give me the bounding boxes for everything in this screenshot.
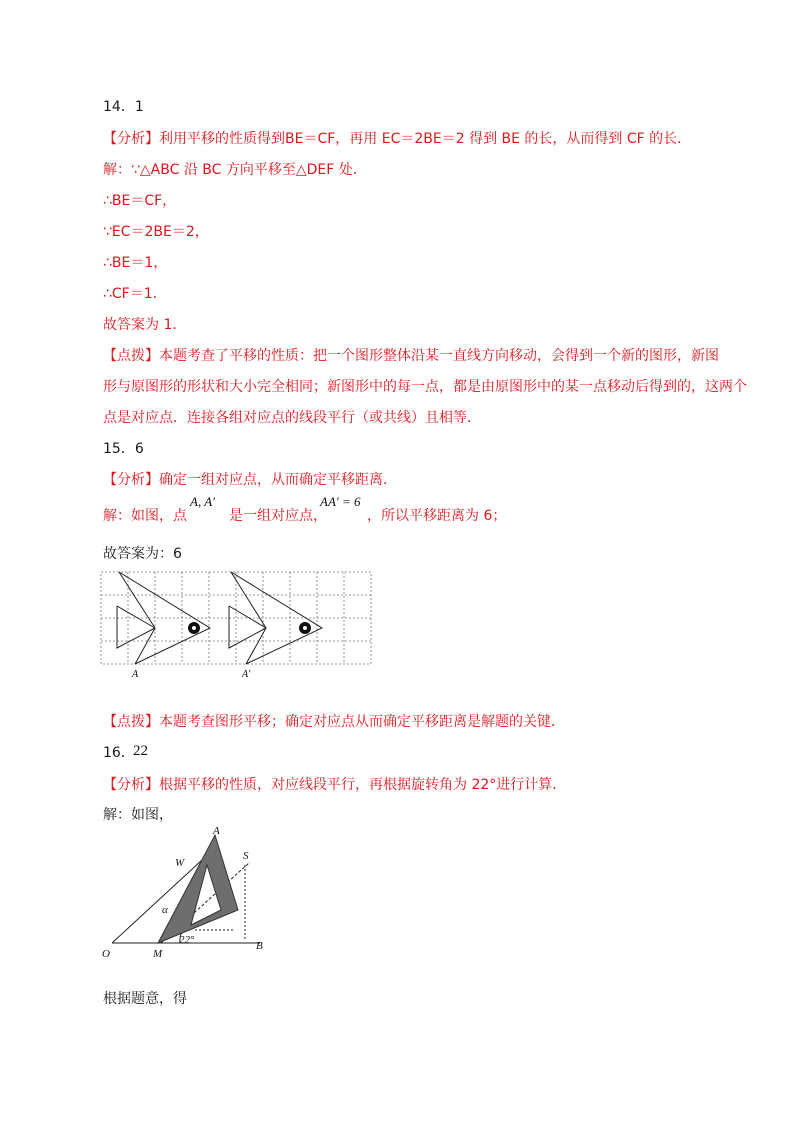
- label-point-a: A: [132, 669, 139, 680]
- q14-solution-line: 解：∵△ABC 沿 BC 方向平移至△DEF 处．: [103, 162, 367, 178]
- q16-triangle-figure: [95, 825, 275, 965]
- q15-number: 15．6: [103, 441, 144, 457]
- q16-tail: 根据题意，得: [103, 991, 187, 1007]
- q14-analysis: 【分析】利用平移的性质得到BE＝CF，再用 EC＝2BE＝2 得到 BE 的长，从而得到 CF 的长．: [103, 131, 692, 147]
- fish-eye-highlight: [303, 626, 307, 630]
- label-b: B: [256, 940, 263, 952]
- label-point-a-prime: A′: [242, 669, 251, 680]
- q15-solution-mid: 是一组对应点，: [229, 508, 327, 524]
- label-alpha: α: [162, 904, 168, 916]
- q14-solution-line: ∴CF＝1．: [103, 286, 167, 302]
- q15-points-math: A, A′: [190, 494, 215, 509]
- q16-solution: 解：如图，: [103, 807, 173, 823]
- q15-analysis: 【分析】确定一组对应点，从而确定平移距离．: [103, 472, 397, 488]
- label-m: M: [153, 948, 163, 960]
- q14-comment-line: 形与原图形的形状和大小完全相同；新图形中的每一点，都是由原图形中的某一点移动后得到的，这两个: [103, 379, 747, 395]
- q15-solution-suffix: ，所以平移距离为 6；: [367, 508, 507, 524]
- q14-solution-line: ∴BE＝CF，: [103, 193, 177, 209]
- fish-eye-highlight: [192, 626, 196, 630]
- q14-comment-line: 【点拨】本题考查了平移的性质：把一个图形整体沿某一直线方向移动，会得到一个新的图形，新图: [103, 348, 719, 364]
- label-angle: 22°: [179, 934, 195, 946]
- label-o: O: [102, 948, 110, 960]
- q14-solution-line: ∵EC＝2BE＝2，: [103, 224, 209, 240]
- q16-number-value: 22: [133, 743, 148, 759]
- q15-comment: 【点拨】本题考查图形平移；确定对应点从而确定平移距离是解题的关键．: [103, 714, 565, 730]
- label-s: S: [243, 850, 249, 862]
- q14-answer: 故答案为 1．: [103, 317, 187, 333]
- q16-number: 16．: [103, 745, 135, 761]
- q15-distance-math: AA′ = 6: [320, 494, 361, 509]
- q15-answer: 故答案为：6: [103, 546, 182, 562]
- label-a: A: [213, 825, 220, 837]
- q15-grid-figure: [95, 565, 385, 685]
- q14-solution-line: ∴BE＝1，: [103, 255, 168, 271]
- label-w: W: [175, 857, 185, 869]
- q14-number: 14．1: [103, 99, 144, 115]
- q16-analysis: 【分析】根据平移的性质，对应线段平行，再根据旋转角为 22°进行计算．: [103, 777, 567, 793]
- q14-comment-line: 点是对应点．连接各组对应点的线段平行（或共线）且相等．: [103, 410, 481, 426]
- q15-solution-prefix: 解：如图，点: [103, 508, 187, 524]
